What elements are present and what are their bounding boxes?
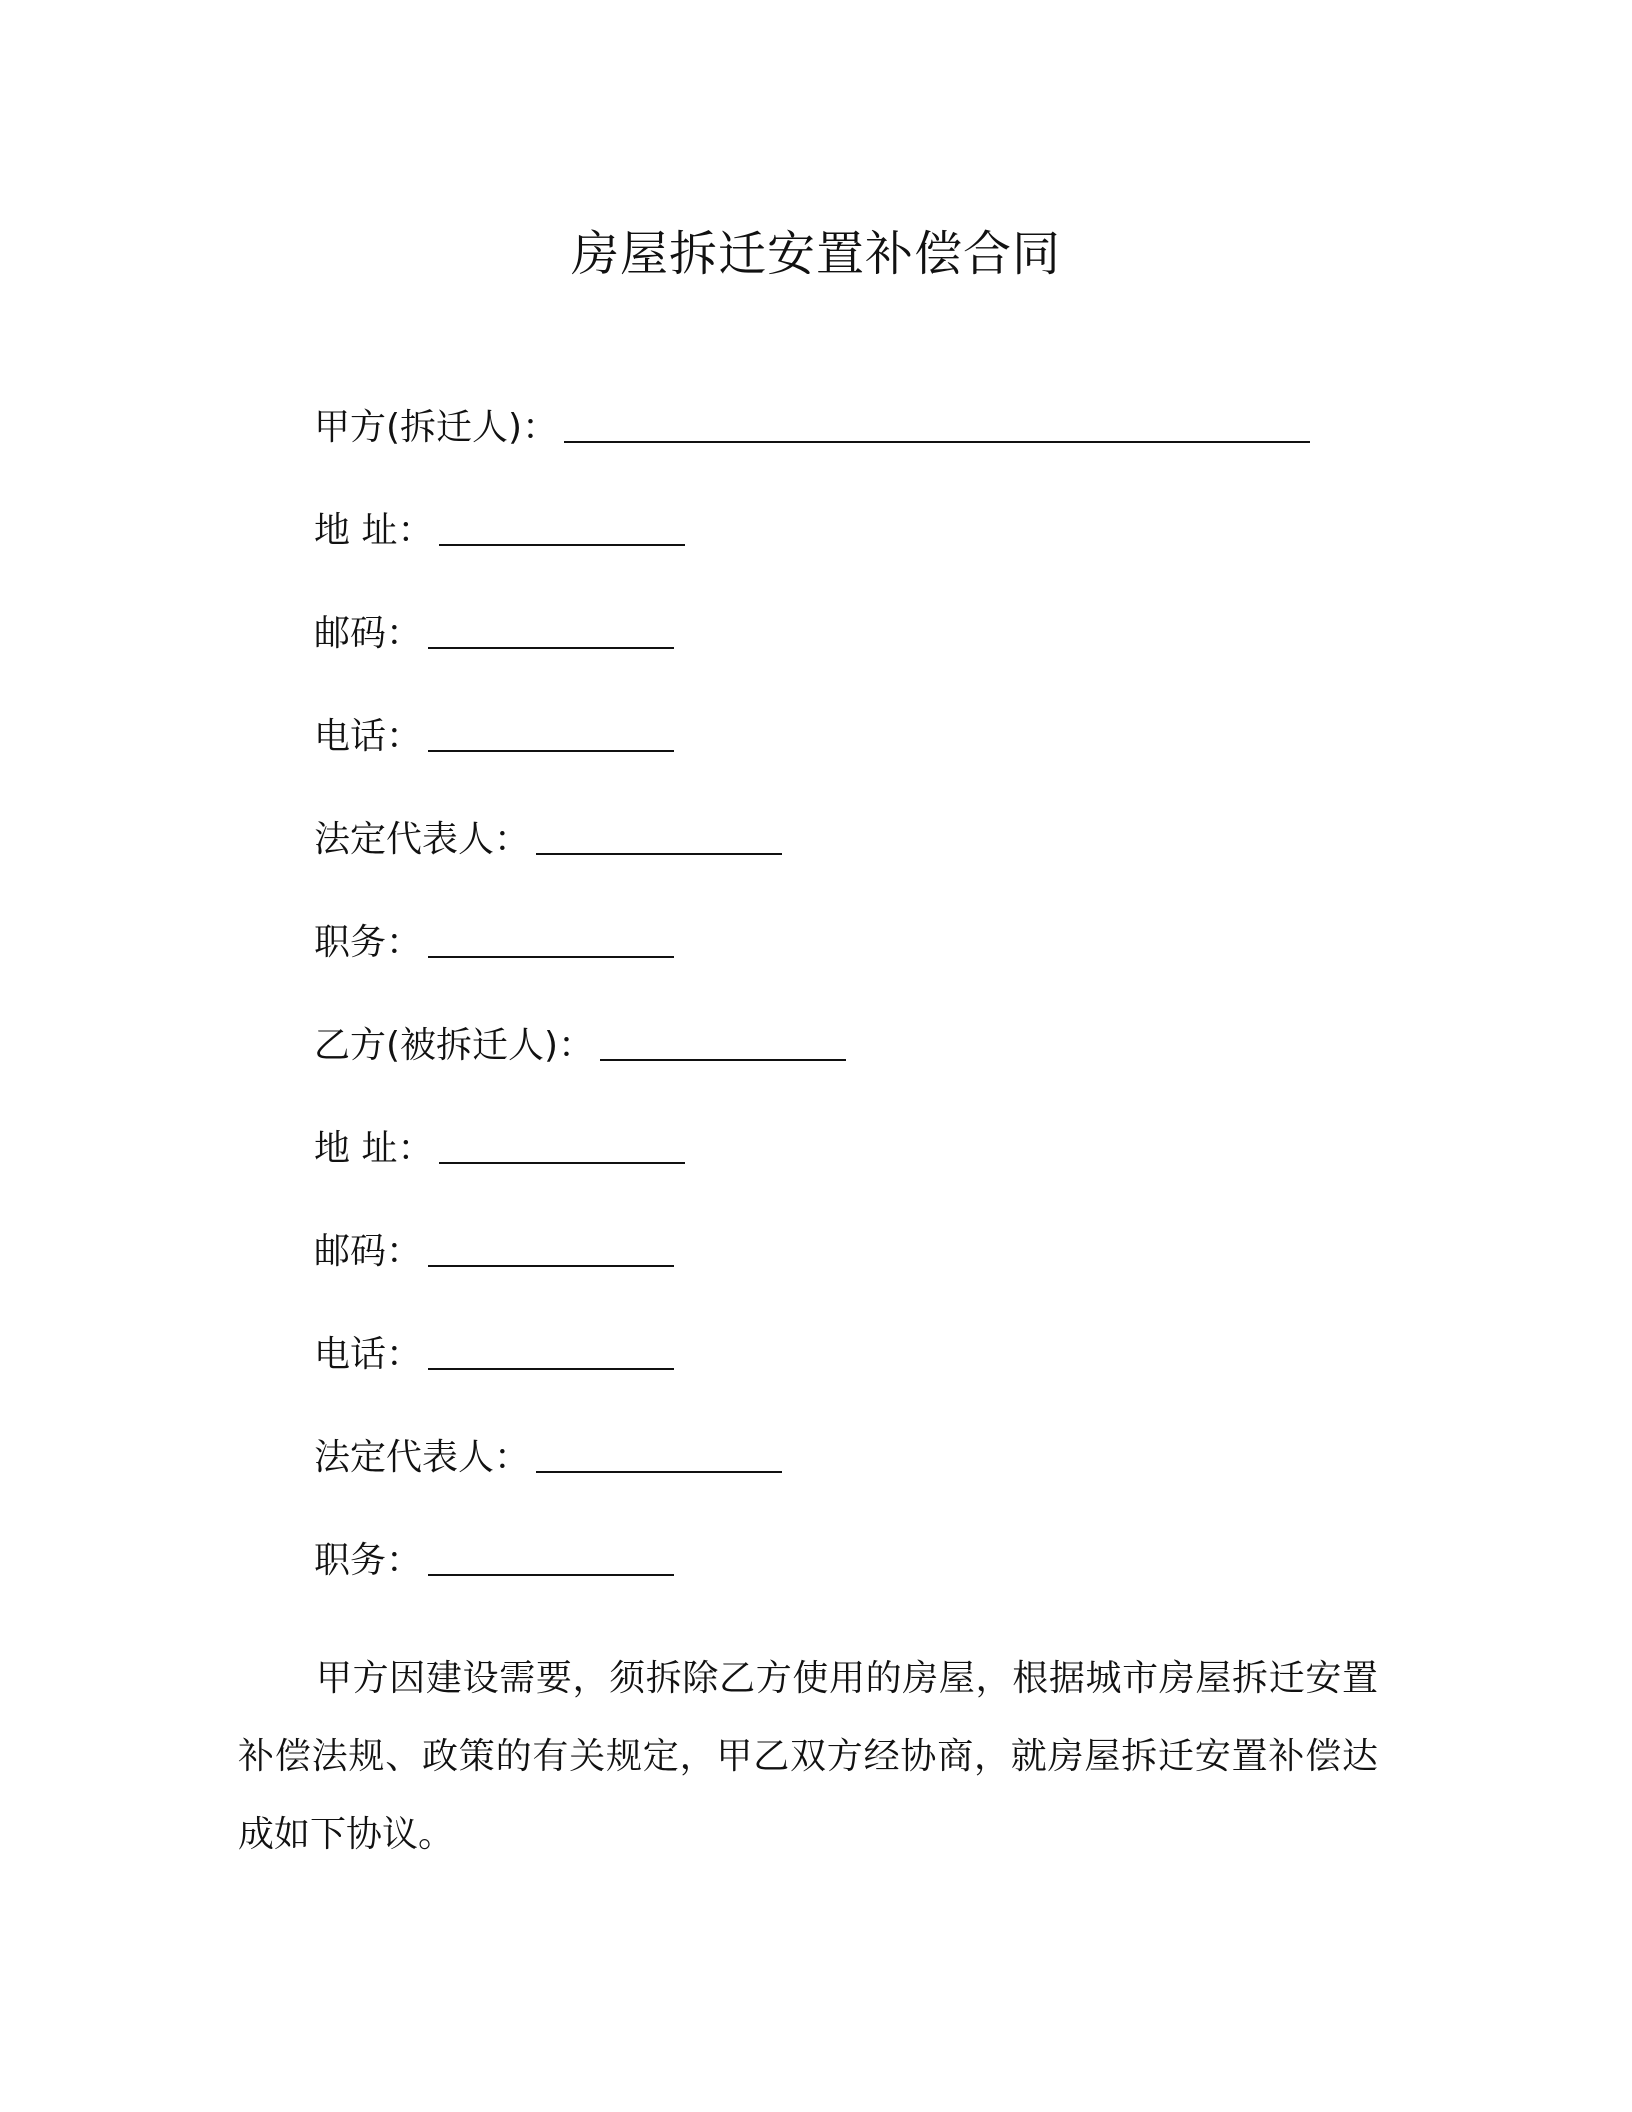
field-label: 地 址： (314, 1128, 434, 1169)
party-a-position-field (314, 915, 674, 971)
field-label: 电话： (314, 1334, 423, 1375)
field-label: 乙方(被拆迁人)： (314, 1025, 595, 1066)
field-label: 法定代表人： (314, 819, 531, 860)
fill-in-blank[interactable] (428, 922, 674, 958)
party-b-legal-rep-field (314, 1430, 782, 1486)
field-label: 甲方(拆迁人)： (314, 407, 559, 448)
party-a-legal-rep-field (314, 812, 782, 868)
fill-in-blank[interactable] (428, 716, 674, 752)
fill-in-blank[interactable] (536, 1437, 782, 1473)
fill-in-blank[interactable] (428, 1231, 674, 1267)
party-b-address-field (314, 1121, 685, 1177)
party-b-position-field (314, 1533, 674, 1589)
document-title: 房屋拆迁安置补偿合同 (570, 226, 1061, 282)
field-label: 电话： (314, 716, 423, 757)
field-label: 职务： (314, 922, 423, 963)
fill-in-blank[interactable] (439, 510, 685, 546)
party-a-postcode-field (314, 606, 674, 662)
field-label: 邮码： (314, 1231, 423, 1272)
party-a-address-field (314, 503, 685, 559)
fill-in-blank[interactable] (439, 1128, 685, 1164)
party-b-name-field (314, 1018, 846, 1074)
agreement-preamble: 甲方因建设需要，须拆除乙方使用的房屋，根据城市房屋拆迁安置补偿法规、政策的有关规定，甲乙双方经协商，就房屋拆迁安置补偿达成如下协议。 (238, 1658, 1378, 1855)
fill-in-blank[interactable] (428, 613, 674, 649)
fill-in-blank[interactable] (600, 1025, 846, 1061)
field-label: 法定代表人： (314, 1437, 531, 1478)
field-label: 职务： (314, 1540, 423, 1581)
field-label: 地 址： (314, 510, 434, 551)
party-b-postcode-field (314, 1224, 674, 1280)
field-label: 邮码： (314, 613, 423, 654)
party-a-name-field (314, 400, 1310, 456)
fill-in-blank[interactable] (428, 1334, 674, 1370)
party-b-phone-field (314, 1327, 674, 1383)
fill-in-blank[interactable] (428, 1540, 674, 1576)
party-a-phone-field (314, 709, 674, 765)
fill-in-blank[interactable] (564, 407, 1310, 443)
fill-in-blank[interactable] (536, 819, 782, 855)
